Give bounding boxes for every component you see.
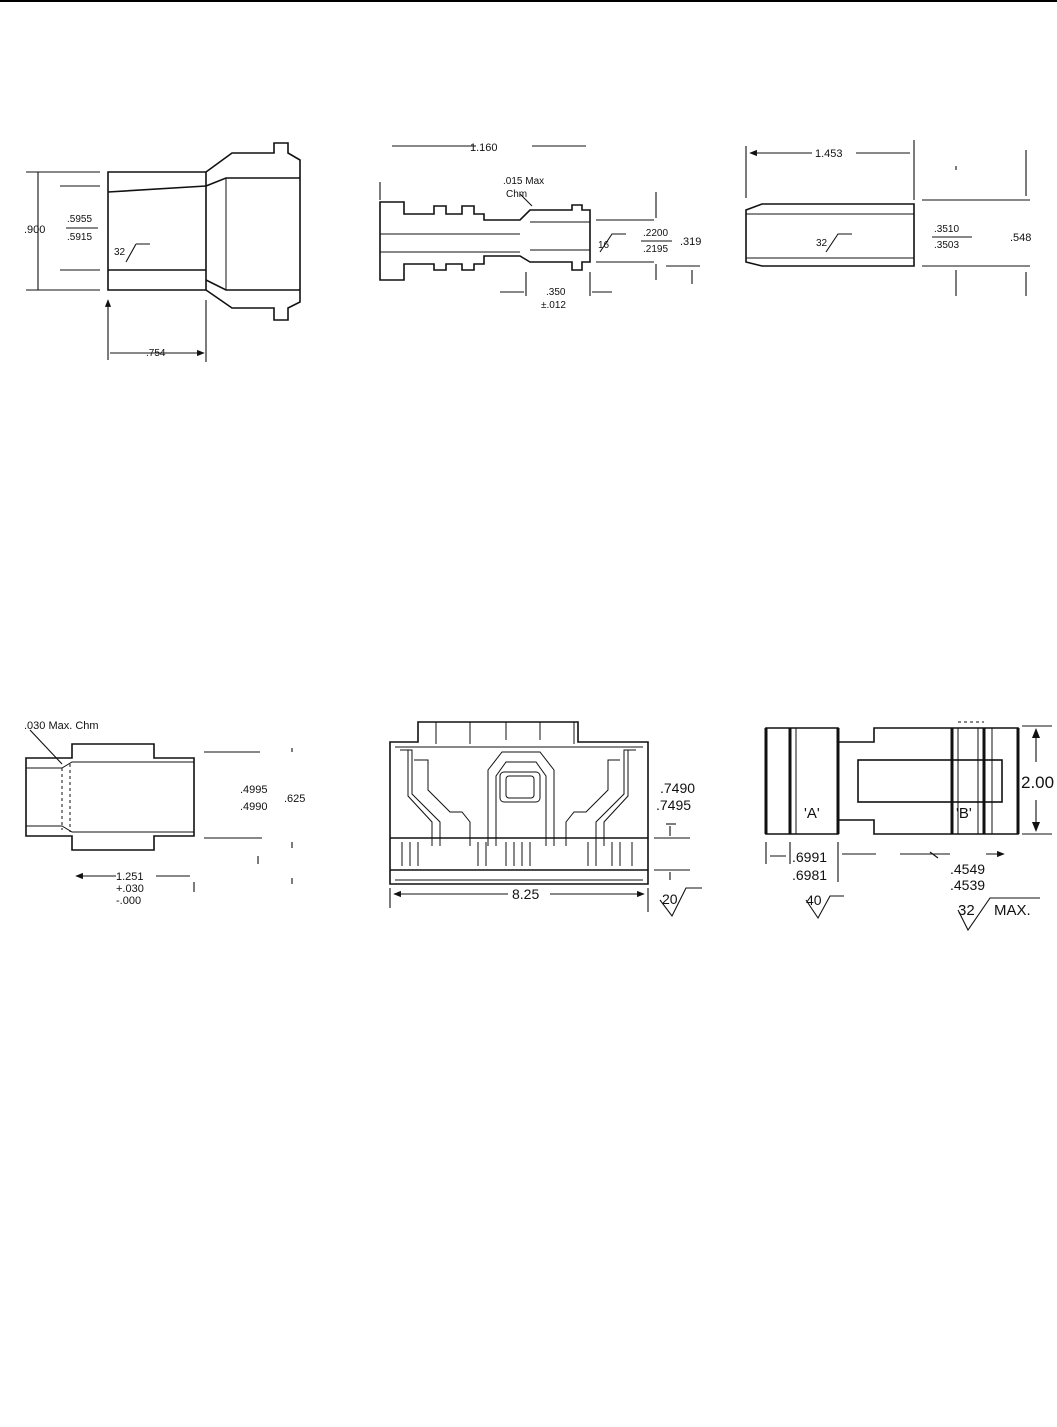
- fig6-block-drawing: [766, 722, 1054, 930]
- fig5-dim-upper: .7490: [660, 780, 696, 796]
- fig4-sleeve-drawing: [24, 720, 305, 907]
- fig6-dim-a-lower: .6981: [792, 867, 828, 883]
- fig3-shaft-drawing: [746, 140, 1031, 296]
- fig1-dim-bore-lower: .5915: [67, 232, 93, 243]
- fig2-dim-len-tol: ±.012: [541, 300, 566, 311]
- fig3-dim-dia-lower: .3503: [934, 240, 960, 251]
- fig2-chamfer-line1: .015 Max: [503, 176, 545, 187]
- fig1-finish: 32: [114, 247, 126, 258]
- fig3-dimensions: [746, 140, 1030, 296]
- fig2-dim-bore-lower: .2195: [643, 244, 669, 255]
- fig6-dim-a-upper: .6991: [792, 849, 828, 865]
- fig3-finish: 32: [816, 238, 828, 249]
- fig3-dim-od: .548: [1010, 232, 1032, 244]
- fig4-dim-tol-plus: +.030: [116, 883, 144, 895]
- fig2-dim-bore-upper: .2200: [643, 228, 669, 239]
- fig5-dim-width: 8.25: [512, 886, 540, 902]
- fig2-part-outline: [380, 202, 590, 280]
- fig6-label-b: 'B': [956, 805, 972, 822]
- fig2-dim-len-main: .350: [546, 287, 566, 298]
- fig4-dim-od: .625: [284, 793, 306, 805]
- fig1-dim-overall-dia: .900: [24, 224, 46, 236]
- fig1-dim-bore-upper: .5955: [67, 214, 93, 225]
- fig2-finish: 16: [598, 240, 610, 251]
- fig2-dim-od: .319: [680, 236, 702, 248]
- fig3-part-outline: [746, 204, 914, 266]
- fig5-finish: 20: [662, 891, 678, 907]
- fig2-dim-overall: 1.160: [470, 142, 498, 154]
- fig5-part-outline: [390, 722, 648, 884]
- fig6-finish-b: 32: [958, 902, 975, 919]
- fig6-dim-b-upper: .4549: [950, 861, 986, 877]
- fig5-dim-lower: .7495: [656, 797, 692, 813]
- fig5-housing-drawing: [390, 722, 702, 916]
- fig6-dim-height: 2.00: [1021, 773, 1055, 792]
- fig1-part-outline: [108, 143, 300, 320]
- fig4-part-outline: [26, 744, 194, 850]
- fig3-dim-length: 1.453: [815, 148, 843, 160]
- fig1-dim-length: .754: [146, 348, 166, 359]
- fig6-label-a: 'A': [804, 805, 820, 822]
- fig4-dim-bore-upper: .4995: [240, 784, 268, 796]
- fig2-dimensions: [380, 146, 700, 296]
- fig4-dim-tol-minus: -.000: [116, 895, 142, 907]
- fig4-chamfer-label: .030 Max. Chm: [24, 720, 99, 732]
- fig3-dim-dia-upper: .3510: [934, 224, 960, 235]
- fig1-bushing-drawing: [24, 143, 300, 362]
- fig4-dim-length: 1.251: [116, 871, 144, 883]
- fig4-dim-bore-lower: .4990: [240, 801, 268, 813]
- fig6-finish-a: 40: [806, 892, 822, 908]
- fig2-chamfer-line2: Chm: [506, 189, 528, 200]
- fig2-pin-drawing: [380, 142, 701, 311]
- fig6-finish-b-note: MAX.: [994, 902, 1031, 919]
- fig6-dim-b-lower: .4539: [950, 877, 986, 893]
- fig1-dimensions: [26, 172, 206, 362]
